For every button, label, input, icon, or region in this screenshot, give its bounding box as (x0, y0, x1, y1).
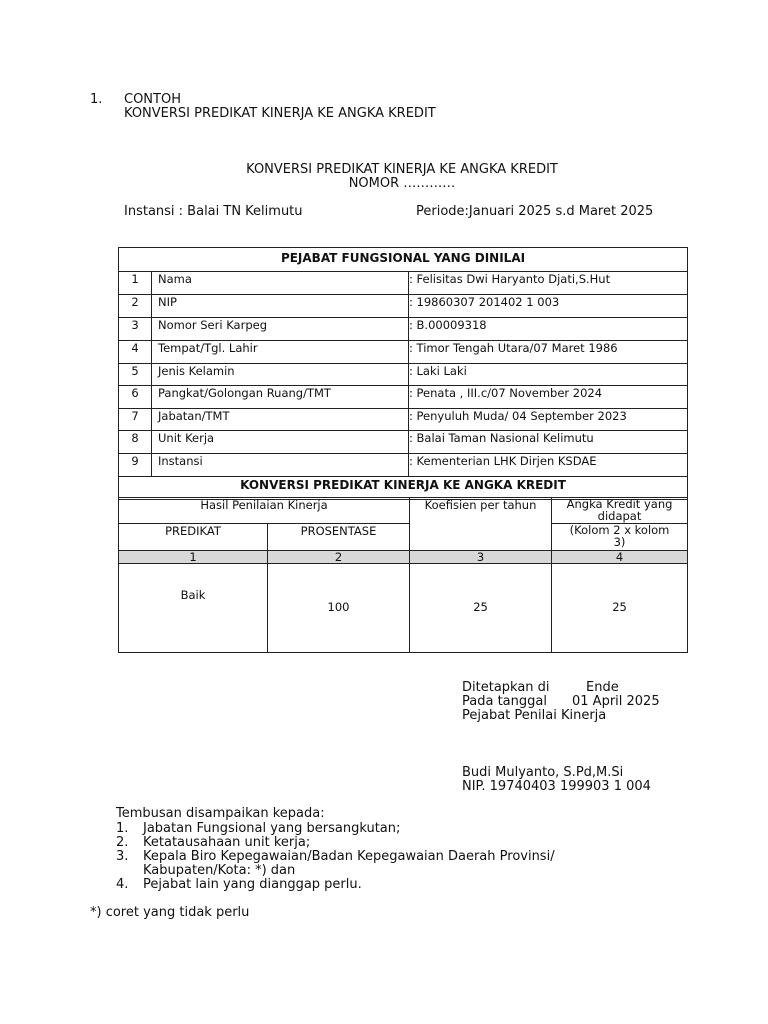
column-number: 2 (268, 551, 410, 564)
table-row (119, 431, 688, 454)
row-value: : Balai Taman Nasional Kelimutu (409, 431, 688, 454)
row-number: 4 (119, 341, 152, 364)
angka-sub-line1: (Kolom 2 x kolom (569, 523, 670, 537)
table-row (119, 295, 688, 318)
angka-header-line2: didapat (597, 509, 642, 523)
row-number: 9 (119, 454, 152, 477)
tembusan-item-number: 2. (116, 835, 129, 850)
tembusan-item: Ketatausahaan unit kerja; (143, 835, 311, 850)
row-label: Nama (152, 272, 409, 295)
heading-subtitle: KONVERSI PREDIKAT KINERJA KE ANGKA KREDIT (124, 106, 436, 121)
row-value: : Laki Laki (409, 364, 688, 386)
table-row (119, 364, 688, 386)
row-label: Jabatan/TMT (152, 409, 409, 431)
koefisien-value: 25 (410, 564, 552, 653)
tembusan-item-number: 4. (116, 877, 129, 892)
angka-kredit-value: 25 (552, 564, 688, 653)
row-label: Instansi (152, 454, 409, 477)
row-value: : Kementerian LHK Dirjen KSDAE (409, 454, 688, 477)
signer-name: Budi Mulyanto, S.Pd,M.Si (462, 765, 624, 780)
row-label: Nomor Seri Karpeg (152, 318, 409, 341)
row-label: Jenis Kelamin (152, 364, 409, 386)
table-row (119, 318, 688, 341)
tembusan-intro: Tembusan disampaikan kepada: (116, 806, 325, 821)
ditetapkan-label: Ditetapkan di (462, 680, 550, 695)
predikat-header: PREDIKAT (119, 524, 268, 551)
periode-line: Periode:Januari 2025 s.d Maret 2025 (416, 204, 654, 219)
row-value: : Penyuluh Muda/ 04 September 2023 (409, 409, 688, 431)
tembusan-item: Pejabat lain yang dianggap perlu. (143, 877, 362, 892)
tanggal-label: Pada tanggal (462, 694, 547, 709)
table-row (119, 272, 688, 295)
instansi-line: Instansi : Balai TN Kelimutu (124, 204, 303, 219)
identity-table (118, 247, 688, 500)
table-row (119, 386, 688, 409)
section-title-konversi: KONVERSI PREDIKAT KINERJA KE ANGKA KREDIT (119, 477, 688, 500)
footnote: *) coret yang tidak perlu (90, 905, 250, 920)
conversion-table (118, 497, 688, 653)
row-number: 2 (119, 295, 152, 318)
angka-header (552, 498, 688, 524)
document-number: NOMOR ………… (348, 176, 456, 191)
row-label: NIP (152, 295, 409, 318)
row-label: Tempat/Tgl. Lahir (152, 341, 409, 364)
row-value: : Felisitas Dwi Haryanto Djati,S.Hut (409, 272, 688, 295)
row-number: 8 (119, 431, 152, 454)
row-value: : Timor Tengah Utara/07 Maret 1986 (409, 341, 688, 364)
tembusan-item-number: 3. (116, 849, 129, 864)
tembusan-item-number: 1. (116, 821, 129, 836)
angka-header-line1: Angka Kredit yang (566, 497, 673, 511)
row-value: : Penata , III.c/07 November 2024 (409, 386, 688, 409)
tembusan-item-continuation: Kabupaten/Kota: *) dan (143, 863, 296, 878)
column-number: 1 (119, 551, 268, 564)
signer-position: Pejabat Penilai Kinerja (462, 708, 607, 723)
table-row (119, 341, 688, 364)
row-number: 5 (119, 364, 152, 386)
column-number: 3 (410, 551, 552, 564)
hasil-header: Hasil Penilaian Kinerja (119, 498, 410, 524)
prosentase-value: 100 (268, 564, 410, 653)
table-row (119, 454, 688, 477)
angka-subheader (552, 524, 688, 551)
row-label: Pangkat/Golongan Ruang/TMT (152, 386, 409, 409)
angka-sub-line2: 3) (613, 535, 626, 549)
section-title-pejabat: PEJABAT FUNGSIONAL YANG DINILAI (119, 248, 688, 272)
row-number: 6 (119, 386, 152, 409)
row-value: : 19860307 201402 1 003 (409, 295, 688, 318)
document-title: KONVERSI PREDIKAT KINERJA KE ANGKA KREDIT (246, 162, 558, 177)
tanggal-value: 01 April 2025 (572, 694, 660, 709)
table-row (119, 409, 688, 431)
predikat-value: Baik (119, 564, 268, 653)
koefisien-header: Koefisien per tahun (410, 498, 552, 551)
row-value: : B.00009318 (409, 318, 688, 341)
tembusan-item: Jabatan Fungsional yang bersangkutan; (143, 821, 401, 836)
prosentase-header: PROSENTASE (268, 524, 410, 551)
tembusan-item: Kepala Biro Kepegawaian/Badan Kepegawaian Daerah Provinsi/ (143, 849, 555, 864)
column-number: 4 (552, 551, 688, 564)
ditetapkan-value: Ende (586, 680, 619, 695)
row-number: 3 (119, 318, 152, 341)
row-number: 7 (119, 409, 152, 431)
row-label: Unit Kerja (152, 431, 409, 454)
signer-nip: NIP. 19740403 199903 1 004 (462, 779, 651, 794)
heading-contoh: CONTOH (124, 92, 181, 107)
heading-number: 1. (90, 92, 103, 107)
row-number: 1 (119, 272, 152, 295)
